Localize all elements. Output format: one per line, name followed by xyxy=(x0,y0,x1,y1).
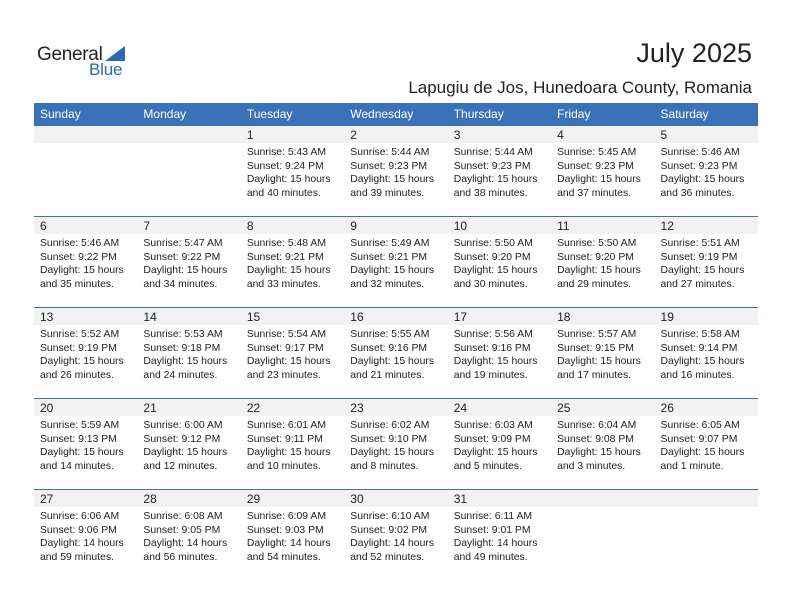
daylight-text: Daylight: 15 hours xyxy=(246,356,331,368)
sunset-text: Sunset: 9:23 PM xyxy=(453,160,531,172)
sunset-text: Sunset: 9:23 PM xyxy=(660,160,738,172)
daylight-text: Daylight: 15 hours xyxy=(557,356,641,368)
sun-info xyxy=(247,510,331,564)
sun-info xyxy=(557,328,641,382)
daylight-text: Daylight: 15 hours xyxy=(143,265,228,277)
minutes-text: and 23 minutes. xyxy=(246,369,321,381)
weekday-friday: Friday xyxy=(557,107,591,121)
sun-info xyxy=(661,237,745,291)
day-number-band xyxy=(241,126,344,143)
sunrise-text: Sunrise: 5:49 AM xyxy=(350,238,430,249)
sun-info xyxy=(40,328,124,382)
sunset-text: Sunset: 9:22 PM xyxy=(143,251,221,263)
sunrise-text: Sunrise: 5:48 AM xyxy=(246,238,326,249)
minutes-text: and 33 minutes. xyxy=(246,278,321,290)
sunrise-text: Sunrise: 6:05 AM xyxy=(660,420,740,431)
sunrise-text: Sunrise: 5:44 AM xyxy=(350,147,430,158)
day-number: 7 xyxy=(143,219,151,233)
day-number: 26 xyxy=(660,401,674,415)
sunset-text: Sunset: 9:21 PM xyxy=(350,251,428,263)
minutes-text: and 21 minutes. xyxy=(350,369,425,381)
sun-info xyxy=(557,419,641,473)
sunset-text: Sunset: 9:20 PM xyxy=(557,251,634,263)
sunset-text: Sunset: 9:24 PM xyxy=(246,160,324,172)
sunset-text: Sunset: 9:19 PM xyxy=(660,251,738,263)
sun-info xyxy=(661,419,745,473)
sun-info xyxy=(40,237,124,291)
daylight-text: Daylight: 14 hours xyxy=(40,538,124,550)
daylight-text: Daylight: 15 hours xyxy=(557,174,641,186)
page-title: July 2025 xyxy=(636,38,752,68)
week-row xyxy=(34,398,758,489)
weekday-header xyxy=(34,103,758,126)
minutes-text: and 27 minutes. xyxy=(660,278,735,290)
sunset-text: Sunset: 9:16 PM xyxy=(350,342,428,354)
sunset-text: Sunset: 9:08 PM xyxy=(557,433,634,445)
sunrise-text: Sunrise: 5:57 AM xyxy=(557,329,637,340)
daylight-text: Daylight: 15 hours xyxy=(350,356,435,368)
sunset-text: Sunset: 9:14 PM xyxy=(660,342,738,354)
minutes-text: and 32 minutes. xyxy=(350,278,425,290)
day-cell-19 xyxy=(655,308,758,398)
sun-info xyxy=(557,237,641,291)
sun-info xyxy=(143,237,227,291)
sunrise-text: Sunrise: 5:58 AM xyxy=(660,329,740,340)
empty-day-cell xyxy=(137,126,240,216)
day-number: 23 xyxy=(350,401,364,415)
sunrise-text: Sunrise: 5:47 AM xyxy=(143,238,223,249)
day-number: 11 xyxy=(557,219,570,233)
daylight-text: Daylight: 15 hours xyxy=(246,174,331,186)
day-number: 24 xyxy=(453,401,468,415)
week-row xyxy=(34,307,758,398)
sunset-text: Sunset: 9:01 PM xyxy=(453,524,531,536)
daylight-text: Daylight: 15 hours xyxy=(660,447,745,459)
sunset-text: Sunset: 9:19 PM xyxy=(40,342,117,354)
sunrise-text: Sunrise: 5:55 AM xyxy=(350,329,430,340)
sunrise-text: Sunrise: 5:50 AM xyxy=(557,238,637,249)
day-cell-16 xyxy=(344,308,447,398)
sun-info xyxy=(350,510,434,564)
daylight-text: Daylight: 15 hours xyxy=(453,265,538,277)
sunrise-text: Sunrise: 5:52 AM xyxy=(40,329,120,340)
day-cell-8 xyxy=(241,217,344,307)
sun-info xyxy=(247,146,331,200)
day-number: 2 xyxy=(350,128,357,142)
day-number: 9 xyxy=(350,219,357,233)
sun-info xyxy=(454,237,538,291)
day-number: 20 xyxy=(40,401,54,415)
day-number: 6 xyxy=(40,219,47,233)
daylight-text: Daylight: 14 hours xyxy=(453,538,538,550)
sunset-text: Sunset: 9:21 PM xyxy=(246,251,324,263)
daylight-text: Daylight: 15 hours xyxy=(557,265,641,277)
day-cell-20 xyxy=(34,399,137,489)
day-number-band xyxy=(551,126,654,143)
daylight-text: Daylight: 15 hours xyxy=(246,265,331,277)
sunrise-text: Sunrise: 6:04 AM xyxy=(557,420,637,431)
sun-info xyxy=(247,419,331,473)
daylight-text: Daylight: 15 hours xyxy=(143,356,228,368)
sunrise-text: Sunrise: 6:06 AM xyxy=(40,511,120,522)
sunset-text: Sunset: 9:03 PM xyxy=(246,524,324,536)
day-number: 19 xyxy=(660,310,674,324)
day-number: 16 xyxy=(350,310,364,324)
minutes-text: and 37 minutes. xyxy=(557,187,632,199)
day-cell-6 xyxy=(34,217,137,307)
minutes-text: and 54 minutes. xyxy=(246,551,321,563)
sunset-text: Sunset: 9:13 PM xyxy=(40,433,117,445)
day-cell-26 xyxy=(655,399,758,489)
day-number-band xyxy=(551,490,654,507)
calendar-grid xyxy=(34,103,758,580)
daylight-text: Daylight: 15 hours xyxy=(660,356,745,368)
sun-info xyxy=(247,237,331,291)
day-number: 15 xyxy=(246,310,261,324)
minutes-text: and 38 minutes. xyxy=(453,187,528,199)
sunrise-text: Sunrise: 5:53 AM xyxy=(143,329,223,340)
day-number-band xyxy=(655,490,758,507)
minutes-text: and 49 minutes. xyxy=(453,551,528,563)
minutes-text: and 19 minutes. xyxy=(453,369,528,381)
sun-info xyxy=(350,146,434,200)
daylight-text: Daylight: 14 hours xyxy=(246,538,331,550)
day-number: 25 xyxy=(557,401,571,415)
week-row xyxy=(34,489,758,580)
day-number: 8 xyxy=(246,219,254,233)
sunrise-text: Sunrise: 6:01 AM xyxy=(246,420,326,431)
sun-info xyxy=(143,328,227,382)
minutes-text: and 8 minutes. xyxy=(350,460,419,472)
day-number-band xyxy=(344,126,447,143)
weekday-sunday: Sunday xyxy=(40,107,81,121)
sun-info xyxy=(350,237,434,291)
sunset-text: Sunset: 9:18 PM xyxy=(143,342,221,354)
sun-info xyxy=(350,328,434,382)
day-number: 29 xyxy=(246,492,261,506)
day-cell-9 xyxy=(344,217,447,307)
minutes-text: and 24 minutes. xyxy=(143,369,218,381)
day-cell-4 xyxy=(551,126,654,216)
day-cell-31 xyxy=(448,490,551,580)
sunrise-text: Sunrise: 6:09 AM xyxy=(246,511,326,522)
sun-info xyxy=(143,419,227,473)
sunrise-text: Sunrise: 6:00 AM xyxy=(143,420,223,431)
logo-general-text: General xyxy=(37,44,103,65)
day-cell-13 xyxy=(34,308,137,398)
empty-day-cell xyxy=(34,126,137,216)
sunset-text: Sunset: 9:02 PM xyxy=(350,524,428,536)
day-cell-27 xyxy=(34,490,137,580)
sunset-text: Sunset: 9:23 PM xyxy=(557,160,634,172)
sun-info xyxy=(454,510,538,564)
day-number-band xyxy=(137,217,240,234)
sunset-text: Sunset: 9:15 PM xyxy=(557,342,634,354)
day-number: 18 xyxy=(557,310,571,324)
minutes-text: and 26 minutes. xyxy=(40,369,114,381)
sunset-text: Sunset: 9:09 PM xyxy=(453,433,531,445)
minutes-text: and 59 minutes. xyxy=(40,551,114,563)
weekday-tuesday: Tuesday xyxy=(246,107,293,121)
daylight-text: Daylight: 15 hours xyxy=(453,356,538,368)
day-number: 1 xyxy=(246,128,254,142)
sunrise-text: Sunrise: 6:11 AM xyxy=(453,511,533,522)
sunrise-text: Sunrise: 6:03 AM xyxy=(453,420,533,431)
minutes-text: and 17 minutes. xyxy=(557,369,632,381)
day-cell-23 xyxy=(344,399,447,489)
sun-info xyxy=(661,146,745,200)
week-row xyxy=(34,216,758,307)
sun-info xyxy=(557,146,641,200)
daylight-text: Daylight: 15 hours xyxy=(453,174,538,186)
sunrise-text: Sunrise: 5:44 AM xyxy=(453,147,533,158)
day-number: 17 xyxy=(453,310,468,324)
sunrise-text: Sunrise: 6:10 AM xyxy=(350,511,430,522)
sunset-text: Sunset: 9:20 PM xyxy=(453,251,531,263)
day-cell-7 xyxy=(137,217,240,307)
day-cell-10 xyxy=(448,217,551,307)
sunrise-text: Sunrise: 5:56 AM xyxy=(453,329,533,340)
sunrise-text: Sunrise: 5:45 AM xyxy=(557,147,637,158)
minutes-text: and 34 minutes. xyxy=(143,278,218,290)
day-cell-2 xyxy=(344,126,447,216)
day-cell-1 xyxy=(241,126,344,216)
daylight-text: Daylight: 15 hours xyxy=(350,174,435,186)
daylight-text: Daylight: 15 hours xyxy=(350,265,435,277)
minutes-text: and 5 minutes. xyxy=(453,460,522,472)
sun-info xyxy=(40,419,124,473)
sunset-text: Sunset: 9:17 PM xyxy=(246,342,324,354)
day-cell-17 xyxy=(448,308,551,398)
sunset-text: Sunset: 9:23 PM xyxy=(350,160,428,172)
day-cell-12 xyxy=(655,217,758,307)
minutes-text: and 14 minutes. xyxy=(40,460,114,472)
day-number: 5 xyxy=(660,128,668,142)
sunset-text: Sunset: 9:22 PM xyxy=(40,251,117,263)
minutes-text: and 10 minutes. xyxy=(246,460,321,472)
sun-info xyxy=(661,328,745,382)
sun-info xyxy=(40,510,124,564)
sun-info xyxy=(350,419,434,473)
sun-info xyxy=(247,328,331,382)
sunset-text: Sunset: 9:10 PM xyxy=(350,433,428,445)
day-number-band xyxy=(241,217,344,234)
daylight-text: Daylight: 15 hours xyxy=(453,447,538,459)
sunrise-text: Sunrise: 5:51 AM xyxy=(660,238,740,249)
minutes-text: and 35 minutes. xyxy=(40,278,114,290)
day-number: 14 xyxy=(143,310,157,324)
weekday-monday: Monday xyxy=(143,107,187,121)
sunrise-text: Sunrise: 5:59 AM xyxy=(40,420,120,431)
empty-day-cell xyxy=(655,490,758,580)
day-number: 28 xyxy=(143,492,157,506)
sunset-text: Sunset: 9:12 PM xyxy=(143,433,221,445)
empty-day-cell xyxy=(551,490,654,580)
week-row xyxy=(34,126,758,216)
day-number: 13 xyxy=(40,310,54,324)
minutes-text: and 52 minutes. xyxy=(350,551,425,563)
minutes-text: and 29 minutes. xyxy=(557,278,632,290)
day-number-band xyxy=(34,217,137,234)
day-cell-3 xyxy=(448,126,551,216)
minutes-text: and 1 minute. xyxy=(660,460,724,472)
daylight-text: Daylight: 15 hours xyxy=(660,265,745,277)
day-number: 4 xyxy=(557,128,564,142)
day-number: 10 xyxy=(453,219,468,233)
logo xyxy=(37,42,137,82)
day-cell-28 xyxy=(137,490,240,580)
day-number: 22 xyxy=(246,401,261,415)
day-number: 12 xyxy=(660,219,674,233)
daylight-text: Daylight: 15 hours xyxy=(40,265,124,277)
sunrise-text: Sunrise: 5:46 AM xyxy=(660,147,740,158)
calendar-weeks xyxy=(34,126,758,580)
sunset-text: Sunset: 9:16 PM xyxy=(453,342,531,354)
day-cell-25 xyxy=(551,399,654,489)
day-number: 3 xyxy=(453,128,461,142)
day-number: 31 xyxy=(453,492,468,506)
day-cell-21 xyxy=(137,399,240,489)
day-cell-30 xyxy=(344,490,447,580)
sunrise-text: Sunrise: 6:02 AM xyxy=(350,420,430,431)
minutes-text: and 30 minutes. xyxy=(453,278,528,290)
minutes-text: and 3 minutes. xyxy=(557,460,626,472)
sun-info xyxy=(454,419,538,473)
logo-triangle-icon xyxy=(105,46,125,61)
day-cell-24 xyxy=(448,399,551,489)
day-cell-29 xyxy=(241,490,344,580)
minutes-text: and 36 minutes. xyxy=(660,187,735,199)
location-subtitle: Lapugiu de Jos, Hunedoara County, Romania xyxy=(408,78,752,97)
minutes-text: and 16 minutes. xyxy=(660,369,735,381)
sunrise-text: Sunrise: 5:54 AM xyxy=(246,329,326,340)
daylight-text: Daylight: 15 hours xyxy=(40,447,124,459)
minutes-text: and 40 minutes. xyxy=(246,187,321,199)
minutes-text: and 12 minutes. xyxy=(143,460,218,472)
daylight-text: Daylight: 14 hours xyxy=(350,538,435,550)
daylight-text: Daylight: 14 hours xyxy=(143,538,228,550)
day-cell-14 xyxy=(137,308,240,398)
sun-info xyxy=(454,146,538,200)
day-cell-11 xyxy=(551,217,654,307)
day-number-band xyxy=(448,126,551,143)
sunset-text: Sunset: 9:11 PM xyxy=(246,433,323,445)
daylight-text: Daylight: 15 hours xyxy=(143,447,228,459)
minutes-text: and 39 minutes. xyxy=(350,187,425,199)
day-number: 30 xyxy=(350,492,364,506)
sunset-text: Sunset: 9:07 PM xyxy=(660,433,738,445)
sunset-text: Sunset: 9:05 PM xyxy=(143,524,221,536)
sunset-text: Sunset: 9:06 PM xyxy=(40,524,117,536)
weekday-wednesday: Wednesday xyxy=(350,107,414,121)
daylight-text: Daylight: 15 hours xyxy=(246,447,331,459)
day-cell-18 xyxy=(551,308,654,398)
day-number-band xyxy=(34,126,137,143)
day-number-band xyxy=(137,126,240,143)
day-cell-5 xyxy=(655,126,758,216)
sunrise-text: Sunrise: 6:08 AM xyxy=(143,511,223,522)
daylight-text: Daylight: 15 hours xyxy=(660,174,745,186)
day-number-band xyxy=(655,126,758,143)
daylight-text: Daylight: 15 hours xyxy=(40,356,124,368)
day-number-band xyxy=(344,217,447,234)
weekday-thursday: Thursday xyxy=(453,107,504,121)
daylight-text: Daylight: 15 hours xyxy=(350,447,435,459)
day-number: 21 xyxy=(143,401,157,415)
sun-info xyxy=(143,510,227,564)
sunrise-text: Sunrise: 5:50 AM xyxy=(453,238,533,249)
weekday-saturday: Saturday xyxy=(660,107,709,121)
logo-blue-text: Blue xyxy=(89,60,123,79)
minutes-text: and 56 minutes. xyxy=(143,551,218,563)
sunrise-text: Sunrise: 5:43 AM xyxy=(246,147,326,158)
daylight-text: Daylight: 15 hours xyxy=(557,447,641,459)
sunrise-text: Sunrise: 5:46 AM xyxy=(40,238,120,249)
day-cell-22 xyxy=(241,399,344,489)
day-number: 27 xyxy=(40,492,54,506)
sun-info xyxy=(454,328,538,382)
day-cell-15 xyxy=(241,308,344,398)
